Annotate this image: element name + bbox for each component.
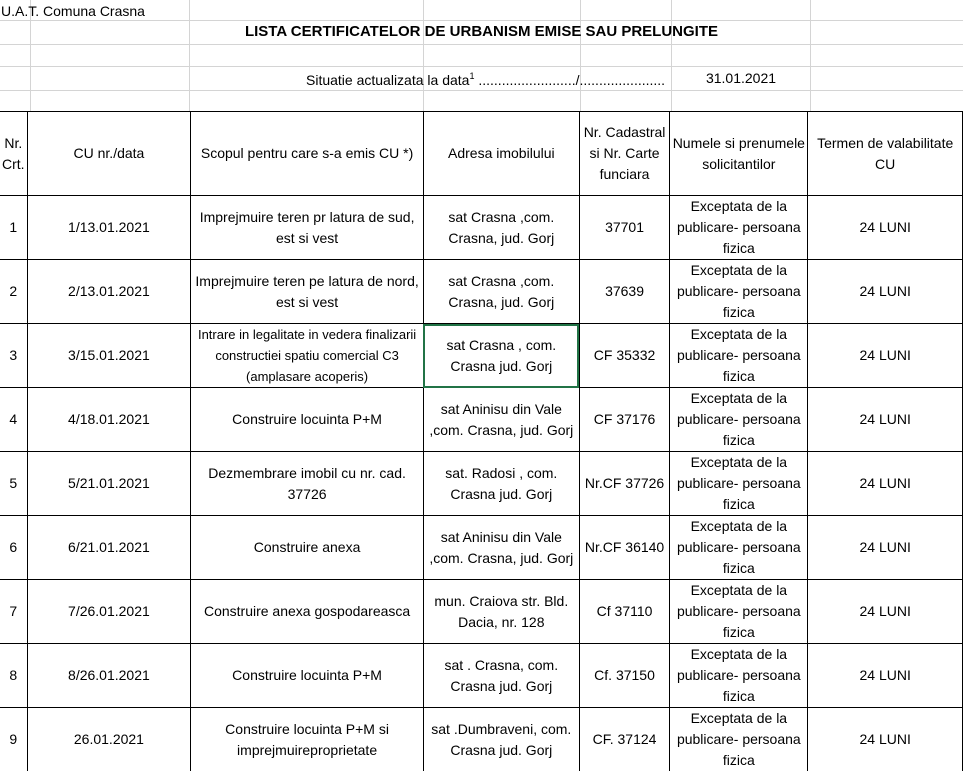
cell-col-adresa[interactable]: sat. Radosi , com. Crasna jud. Gorj: [423, 452, 579, 516]
header-col-solicitant[interactable]: Numele si prenumele solicitantilor: [670, 112, 808, 196]
cell-col-termen[interactable]: 24 LUNI: [808, 452, 963, 516]
uat-label: U.A.T. Comuna Crasna: [1, 2, 145, 20]
header-col-nr-crt[interactable]: Nr. Crt.: [0, 112, 27, 196]
cell-col-scop[interactable]: Dezmembrare imobil cu nr. cad. 37726: [191, 452, 424, 516]
cell-col-nr-crt[interactable]: 8: [0, 644, 27, 708]
cell-col-termen[interactable]: 24 LUNI: [808, 516, 963, 580]
status-text: Situatie actualizata la data: [306, 72, 469, 88]
footnote-marker: 1: [469, 71, 474, 81]
cell-col-cu-nr-data[interactable]: 7/26.01.2021: [27, 580, 191, 644]
cell-col-solicitant[interactable]: Exceptata de la publicare- persoana fizica: [670, 452, 808, 516]
status-label: [306, 71, 665, 89]
status-dots: ........................./......................: [474, 72, 665, 88]
cell-col-nr-crt[interactable]: 3: [0, 324, 27, 388]
gridline: [0, 90, 963, 91]
cell-col-nr-crt[interactable]: 2: [0, 260, 27, 324]
cell-col-nr-cadastral[interactable]: Nr.CF 37726: [579, 452, 670, 516]
cell-col-nr-crt[interactable]: 5: [0, 452, 27, 516]
cell-col-termen[interactable]: 24 LUNI: [808, 196, 963, 260]
cell-col-cu-nr-data[interactable]: 1/13.01.2021: [27, 196, 191, 260]
cell-col-scop[interactable]: Imprejmuire teren pe latura de nord, est si vest: [191, 260, 424, 324]
cell-col-solicitant[interactable]: Exceptata de la publicare- persoana fizica: [670, 196, 808, 260]
cell-col-cu-nr-data[interactable]: 4/18.01.2021: [27, 388, 191, 452]
cell-col-solicitant[interactable]: Exceptata de la publicare- persoana fizica: [670, 644, 808, 708]
cell-col-solicitant[interactable]: Exceptata de la publicare- persoana fizica: [670, 516, 808, 580]
header-col-termen[interactable]: Termen de valabilitate CU: [808, 112, 963, 196]
gridline: [0, 66, 963, 67]
cell-col-adresa[interactable]: sat Crasna , com. Crasna jud. Gorj: [423, 324, 579, 388]
cell-col-nr-cadastral[interactable]: 37701: [579, 196, 670, 260]
header-col-scop[interactable]: Scopul pentru care s-a emis CU *): [191, 112, 424, 196]
cell-col-cu-nr-data[interactable]: 6/21.01.2021: [27, 516, 191, 580]
gridline: [580, 0, 581, 112]
cell-col-adresa[interactable]: mun. Craiova str. Bld. Dacia, nr. 128: [423, 580, 579, 644]
table-row: [0, 196, 963, 260]
cell-col-solicitant[interactable]: Exceptata de la publicare- persoana fizica: [670, 708, 808, 771]
table-header-row: [0, 112, 963, 196]
cell-col-adresa[interactable]: sat Crasna ,com. Crasna, jud. Gorj: [423, 196, 579, 260]
gridline: [423, 0, 424, 112]
cell-col-nr-cadastral[interactable]: CF. 37124: [579, 708, 670, 771]
cell-col-nr-cadastral[interactable]: 37639: [579, 260, 670, 324]
cell-col-termen[interactable]: 24 LUNI: [808, 260, 963, 324]
cell-col-scop[interactable]: Construire locuinta P+M: [191, 388, 424, 452]
table-row: [0, 260, 963, 324]
cell-col-scop[interactable]: Construire anexa: [191, 516, 424, 580]
cell-col-termen[interactable]: 24 LUNI: [808, 324, 963, 388]
page-title: LISTA CERTIFICATELOR DE URBANISM EMISE SAU PRELUNGITE: [0, 23, 963, 41]
cell-col-cu-nr-data[interactable]: 8/26.01.2021: [27, 644, 191, 708]
gridline: [0, 44, 963, 45]
cell-col-nr-crt[interactable]: 9: [0, 708, 27, 771]
cell-col-nr-cadastral[interactable]: Cf 37110: [579, 580, 670, 644]
cell-col-solicitant[interactable]: Exceptata de la publicare- persoana fizica: [670, 324, 808, 388]
cell-col-scop[interactable]: Intrare in legalitate in vedera finalizarii constructiei spatiu comercial C3 (amplasare acoperis): [191, 324, 424, 388]
cell-col-cu-nr-data[interactable]: 26.01.2021: [27, 708, 191, 771]
table-row: [0, 452, 963, 516]
cell-col-termen[interactable]: 24 LUNI: [808, 388, 963, 452]
cell-col-termen[interactable]: 24 LUNI: [808, 644, 963, 708]
cell-col-scop[interactable]: Construire locuinta P+M: [191, 644, 424, 708]
cell-col-nr-cadastral[interactable]: CF 37176: [579, 388, 670, 452]
cell-col-nr-crt[interactable]: 7: [0, 580, 27, 644]
cell-col-cu-nr-data[interactable]: 2/13.01.2021: [27, 260, 191, 324]
table-row: [0, 516, 963, 580]
gridline: [189, 0, 190, 112]
cell-col-nr-crt[interactable]: 1: [0, 196, 27, 260]
cell-col-termen[interactable]: 24 LUNI: [808, 580, 963, 644]
table-row: [0, 644, 963, 708]
cell-col-adresa[interactable]: sat Aninisu din Vale ,com. Crasna, jud. Gorj: [423, 388, 579, 452]
certificates-table: [0, 111, 963, 771]
table-row: [0, 580, 963, 644]
table-row: [0, 388, 963, 452]
cell-col-cu-nr-data[interactable]: 5/21.01.2021: [27, 452, 191, 516]
gridline: [810, 0, 811, 112]
cell-col-scop[interactable]: Construire anexa gospodareasca: [191, 580, 424, 644]
cell-col-termen[interactable]: 24 LUNI: [808, 708, 963, 771]
cell-col-cu-nr-data[interactable]: 3/15.01.2021: [27, 324, 191, 388]
cell-col-solicitant[interactable]: Exceptata de la publicare- persoana fizica: [670, 388, 808, 452]
cell-col-adresa[interactable]: sat Aninisu din Vale ,com. Crasna, jud. Gorj: [423, 516, 579, 580]
cell-col-adresa[interactable]: sat . Crasna, com. Crasna jud. Gorj: [423, 644, 579, 708]
cell-col-nr-crt[interactable]: 4: [0, 388, 27, 452]
cell-col-adresa[interactable]: sat .Dumbraveni, com. Crasna jud. Gorj: [423, 708, 579, 771]
gridline: [671, 0, 672, 112]
cell-col-nr-crt[interactable]: 6: [0, 516, 27, 580]
status-date[interactable]: 31.01.2021: [672, 69, 810, 87]
gridline: [0, 20, 963, 21]
cell-col-adresa[interactable]: sat Crasna ,com. Crasna, jud. Gorj: [423, 260, 579, 324]
cell-col-scop[interactable]: Imprejmuire teren pr latura de sud, est si vest: [191, 196, 424, 260]
table-row: [0, 324, 963, 388]
cell-col-solicitant[interactable]: Exceptata de la publicare- persoana fizica: [670, 580, 808, 644]
cell-col-solicitant[interactable]: Exceptata de la publicare- persoana fizica: [670, 260, 808, 324]
header-col-nr-cadastral[interactable]: Nr. Cadastral si Nr. Carte funciara: [579, 112, 670, 196]
cell-col-scop[interactable]: Construire locuinta P+M si imprejmuireproprietate: [191, 708, 424, 771]
table-row: [0, 708, 963, 771]
cell-col-nr-cadastral[interactable]: CF 35332: [579, 324, 670, 388]
cell-col-nr-cadastral[interactable]: Nr.CF 36140: [579, 516, 670, 580]
header-col-adresa[interactable]: Adresa imobilului: [423, 112, 579, 196]
cell-col-nr-cadastral[interactable]: Cf. 37150: [579, 644, 670, 708]
header-col-cu-nr-data[interactable]: CU nr./data: [27, 112, 191, 196]
